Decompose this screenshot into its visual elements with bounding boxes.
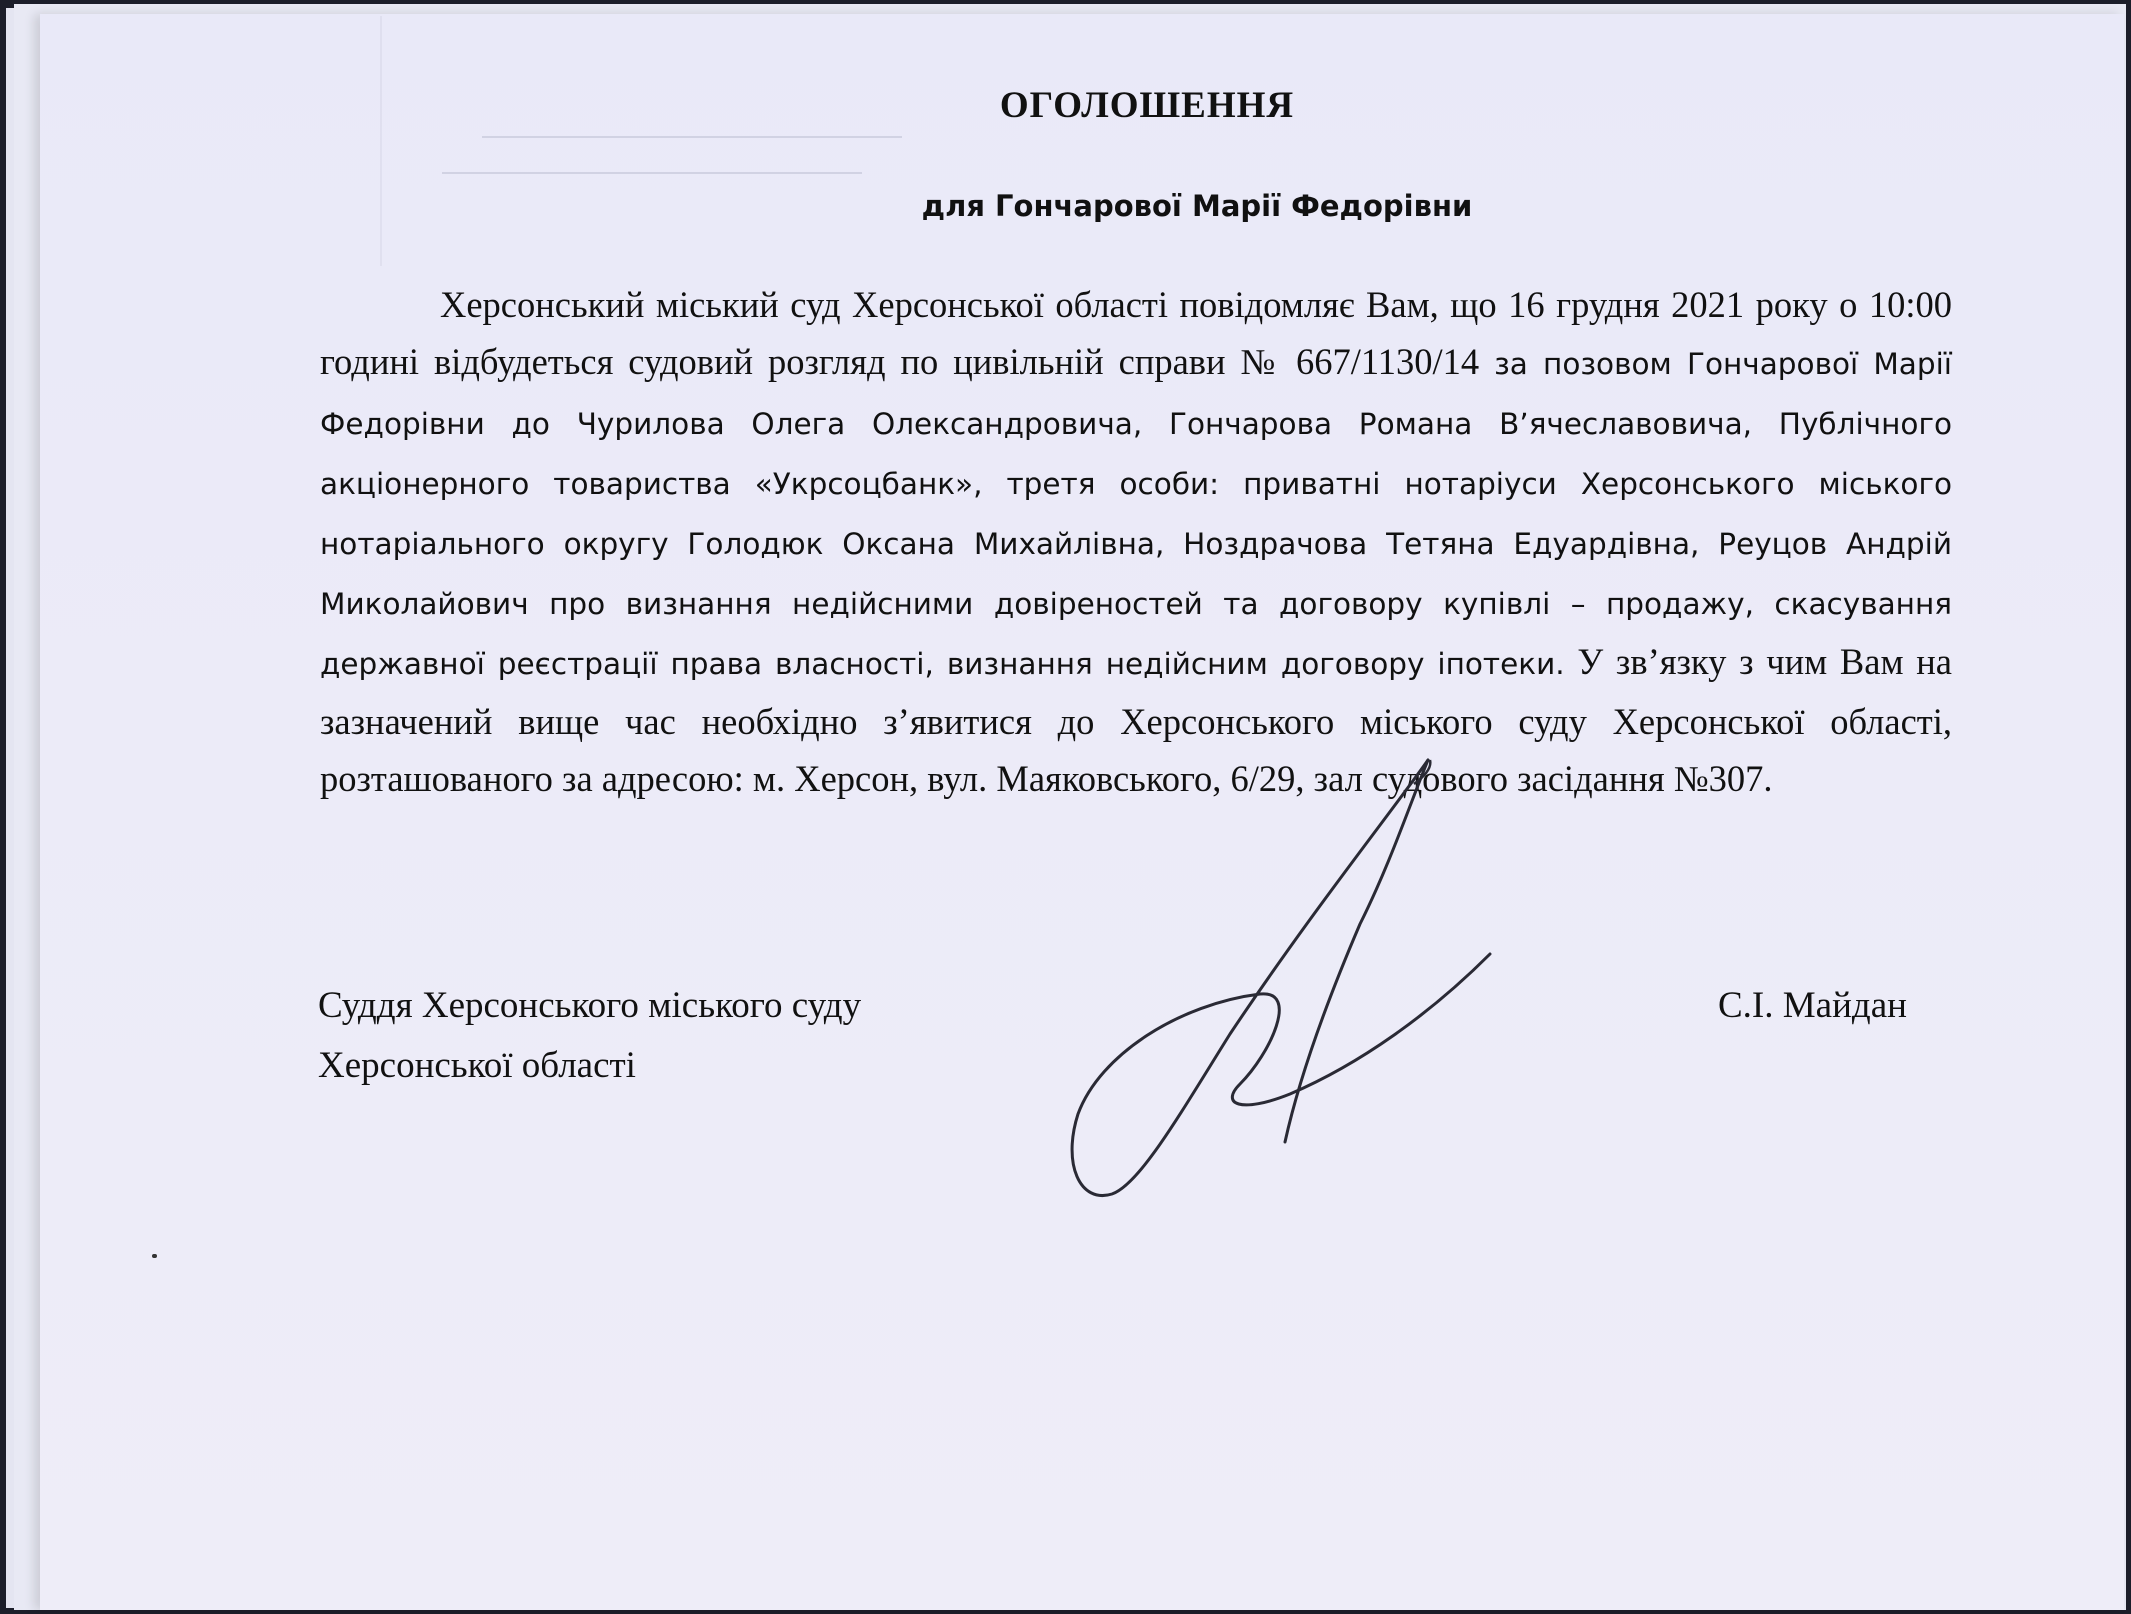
document-page	[40, 14, 2124, 1610]
judge-position	[318, 976, 861, 1096]
judge-position-line2: Херсонської області	[318, 1045, 636, 1086]
notice-body-instruction: У зв’язку з чим Вам на зазначений вище час необхідно з’явитися до Херсонського міського суду Херсонської області, розташованого за адресою: м. Херсон, вул. Маяковського, 6/29, зал судового засідання №307.	[320, 641, 1953, 799]
notice-body	[320, 276, 1952, 807]
document-title: ОГОЛОШЕННЯ	[999, 85, 1295, 126]
notice-body-intro: Херсонський міський суд Херсонської області повідомляє Вам, що 16 грудня 2021 року о 10:00 годині відбудеться судовий розгляд по цивільній справи № 667/1130/14	[320, 284, 1952, 382]
ink-speck	[152, 1254, 157, 1258]
addressee-line: для Гончарової Марії Федорівни	[921, 189, 1473, 223]
judge-position-line1: Суддя Херсонського міського суду	[318, 985, 862, 1026]
handwritten-signature	[1060, 754, 1540, 1214]
bleed-through-stamp	[380, 16, 942, 266]
notice-body-case: за позовом Гончарової Марії Федорівни до Чурилова Олега Олександровича, Гончарова Романа В’ячеславовича, Публічного акціонерного товариства «Укрсоцбанк», третя особи: приватні нотаріуси Херсонського міського нотаріального округу Голодюк Оксана Михайлівна, Ноздрачова Тетяна Едуардівна, Реуцов Андрій Миколайович про визнання недійсними довіреностей та договору купівлі – продажу, скасування державної реєстрації права власності, визнання недійсним договору іпотеки.	[320, 347, 1953, 681]
judge-name: С.І. Майдан	[1718, 985, 1907, 1026]
